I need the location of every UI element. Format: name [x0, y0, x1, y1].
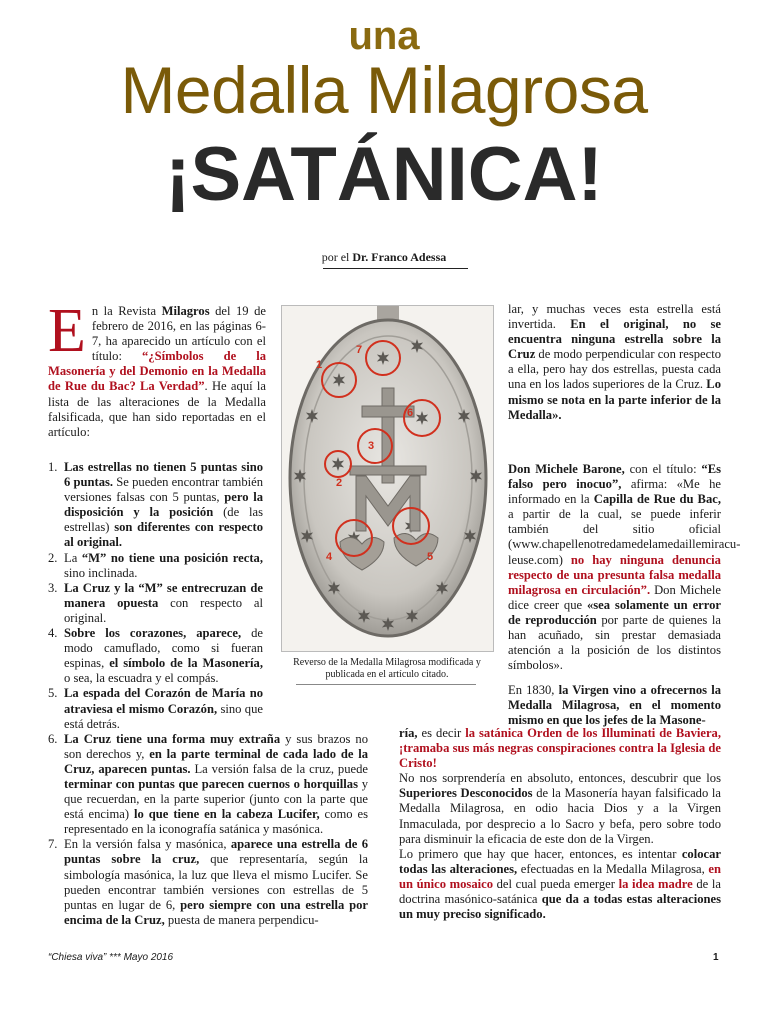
bottom-paragraph	[399, 771, 721, 846]
text-run: del cual pueda emerger	[493, 876, 619, 891]
text-run: afirma: «Me he informado en la	[508, 477, 722, 507]
text-run: en la parte terminal de cada lado de la Cruz, aparecen puntas.	[64, 746, 368, 776]
text-run: son diferentes con respecto al original.	[64, 520, 263, 550]
list-item	[48, 460, 263, 551]
text-run: lo que tiene en la cabeza Lucifer,	[134, 807, 320, 822]
text-run: terminar con puntas que parecen cuernos o horquillas	[64, 776, 358, 791]
text-run: del 19 de febrero de 2016, en las páginas 6-7, ha aparecido un artículo con el título:	[91, 304, 266, 364]
text-run: ría,	[399, 726, 418, 740]
marker-label: 6	[407, 407, 414, 419]
text-run: no hay ninguna denuncia respecto de una presunta falsa medalla milagrosa en circulación”.	[508, 552, 721, 597]
text-run: es decir	[417, 726, 466, 740]
byline-author: Dr. Franco Adessa	[352, 250, 447, 264]
text-run: “M”	[81, 550, 107, 565]
right-paragraph-3	[508, 683, 721, 728]
marker-label: 5	[427, 551, 434, 563]
text-run: La Cruz y la “M” se entrecruzan de manera opuesta	[64, 580, 263, 610]
text-run: lar, y muchas veces esta estrella está invertida.	[508, 302, 721, 332]
right-column-mid	[508, 462, 741, 673]
marker-label: 2	[336, 477, 343, 489]
text-run: Las estrellas no tienen 5 puntas sino 6 puntas.	[64, 460, 263, 490]
title-medalla: Medalla Milagrosa	[120, 53, 648, 127]
text-run: La versión falsa de la cruz, puede	[190, 761, 368, 776]
text-run: el símbolo de la Masonería,	[109, 656, 263, 671]
text-run: en un único mosaico	[399, 861, 721, 891]
bottom-paragraph	[399, 847, 721, 922]
marker-label: 4	[326, 551, 333, 563]
text-run: Milagros	[161, 304, 210, 318]
list-number: 3.	[48, 580, 58, 595]
text-run: Don Michele Barone,	[508, 462, 625, 476]
bottom-block	[399, 726, 721, 922]
text-run: Don Michele dice creer que	[508, 582, 721, 612]
list-number: 7.	[48, 837, 58, 852]
text-run: La espada del Corazón de María no atraviesa el mismo Corazón,	[64, 686, 263, 716]
text-run: que da a todas estas alteraciones un muy preciso significado.	[399, 892, 721, 922]
text-run: Lo mismo se nota en la parte inferior de la Medalla».	[508, 377, 721, 422]
text-run: . He aquí la lista de las alteraciones de la Medalla falsificada, que han sido reportadas en el artículo:	[48, 379, 266, 439]
byline	[300, 250, 468, 265]
medal-figure	[281, 305, 494, 652]
text-run: la idea madre	[618, 876, 693, 891]
byline-prefix: por el	[321, 250, 353, 264]
text-run: que representaría, según la simbología masónica, la luz que lleva el mismo Lucifer. Se pueden encontrar también versiones con estrellas de 5 puntas en lugar de 6,	[64, 852, 368, 912]
list-number: 5.	[48, 686, 58, 701]
text-run: La Cruz tiene una forma muy extraña	[64, 731, 281, 746]
text-run: con el título:	[624, 462, 702, 476]
text-run: No nos sorprendería en absoluto, entonces, descubrir que los	[399, 771, 721, 786]
list-number: 1.	[48, 460, 58, 474]
marker-label: 3	[368, 440, 375, 452]
text-run: Capilla de Rue du Bac,	[593, 492, 721, 507]
text-run: la satánica Orden de los Illuminati de Baviera, ¡tramaba sus más negras conspiraciones contra la Iglesia de Cristo!	[399, 726, 721, 771]
dropcap: E	[48, 297, 86, 365]
bottom-paragraph	[399, 726, 721, 771]
text-run: n la Revista	[91, 304, 162, 318]
list-item	[48, 686, 263, 731]
text-run: “Es falso pero inocuo”,	[508, 462, 721, 492]
text-run: En la versión falsa y masónica,	[64, 837, 231, 852]
title-una: una	[348, 14, 420, 58]
text-run: pero siempre con una estrella por encima de la Cruz,	[64, 897, 369, 927]
text-run: y que recuerdan, en la parte superior (junto con la parte que está encima)	[64, 776, 368, 822]
text-run: pero la disposición y la posición	[64, 490, 263, 520]
figure-caption: Reverso de la Medalla Milagrosa modificada y publicada en el artículo citado.	[293, 657, 481, 680]
title-satanica: ¡SATÁNICA!	[165, 132, 603, 217]
text-run: En 1830,	[508, 683, 559, 697]
text-run: con respecto al original.	[64, 595, 263, 625]
text-run: sino que está detrás.	[64, 701, 263, 731]
caption-rule	[296, 684, 476, 685]
marker-label: 7	[356, 344, 363, 356]
text-run: Se pueden encontrar también versiones falsas con 5 puntas,	[64, 475, 264, 505]
text-run: “¿Símbolos de la Masonería y del Demonio en la Medalla de Rue du Bac? La Verdad”	[48, 349, 266, 394]
list-number: 6.	[48, 731, 58, 746]
text-run: por parte de quienes la han acuñado, sin prestar demasiada atención a la posición de los distintos símbolos».	[508, 612, 721, 673]
text-run: de modo perpendicular con respecto a ella, pero hay dos estrellas, puesta cada una en los lados superiores de la Cruz.	[508, 347, 721, 392]
text-run: La	[64, 550, 82, 565]
text-run: «sea solamente un error de reproducción	[508, 597, 721, 627]
list-item	[48, 551, 263, 581]
text-run: o sea, la escuadra y el compás.	[64, 671, 219, 686]
right-column-bottom	[508, 683, 721, 728]
list-item	[48, 837, 368, 928]
text-run: y sus brazos no son derechos y,	[64, 731, 369, 761]
text-run: (de las estrellas)	[64, 505, 264, 535]
right-column-top	[508, 302, 721, 423]
text-run: efectuadas en la Medalla Milagrosa,	[517, 861, 709, 876]
text-run: sino inclinada.	[64, 565, 138, 580]
text-run: puesta de manera perpendicu-	[164, 912, 319, 927]
byline-rule	[323, 268, 468, 269]
text-run: Sobre los corazones, aparece,	[64, 626, 242, 641]
list-number: 4.	[48, 626, 58, 641]
bottom-paragraphs	[399, 726, 721, 922]
text-run: de la doctrina masónico-satánica	[399, 876, 721, 907]
left-column	[48, 297, 266, 440]
medal-image	[282, 306, 493, 651]
text-run: no tiene una posición recta,	[110, 550, 263, 565]
text-run: como es representado en la iconografía satánica y masónica.	[64, 807, 368, 837]
list-number: 2.	[48, 550, 58, 565]
list-item	[48, 732, 368, 838]
text-run: de la Masonería hayan falsificado la Medalla Milagrosa, en odio hacia Dios y a la Virgen Inmaculada, por desprecio a lo Sacro y befa, pero sobre todo para disminuir la eficacia de este don de la Virgen.	[399, 786, 721, 846]
text-run: a partir de la cual, se puede inferir también del sitio oficial (www.chapellenotredamedelamedaillemiracu-leuse.com)	[508, 507, 741, 567]
footer-publication: “Chiesa viva” *** Mayo 2016	[48, 952, 174, 963]
marker-label: 1	[316, 359, 323, 371]
text-run: En el original, no se encuentra ninguna estrella sobre la Cruz	[508, 317, 721, 362]
right-paragraph-1	[508, 302, 721, 423]
text-run: la Virgen vino a ofrecernos la Medalla Milagrosa, en el momento mismo en que los jefes de la Masone-	[508, 683, 721, 728]
list-item	[48, 581, 263, 626]
text-run: Superiores Desconocidos	[399, 786, 533, 801]
list-item	[48, 626, 263, 686]
intro-paragraph	[48, 297, 266, 440]
right-paragraph-2	[508, 462, 741, 673]
text-run: colocar todas las alteraciones,	[399, 846, 721, 876]
text-run: Lo primero que hay que hacer, entonces, es intentar	[399, 846, 682, 861]
text-run: de modo camuflado, como si fueran espinas,	[64, 626, 263, 671]
text-run: aparece una estrella de 6 puntas sobre la cruz,	[64, 837, 368, 867]
page-number: 1	[713, 952, 719, 963]
medal-loop	[377, 306, 399, 320]
